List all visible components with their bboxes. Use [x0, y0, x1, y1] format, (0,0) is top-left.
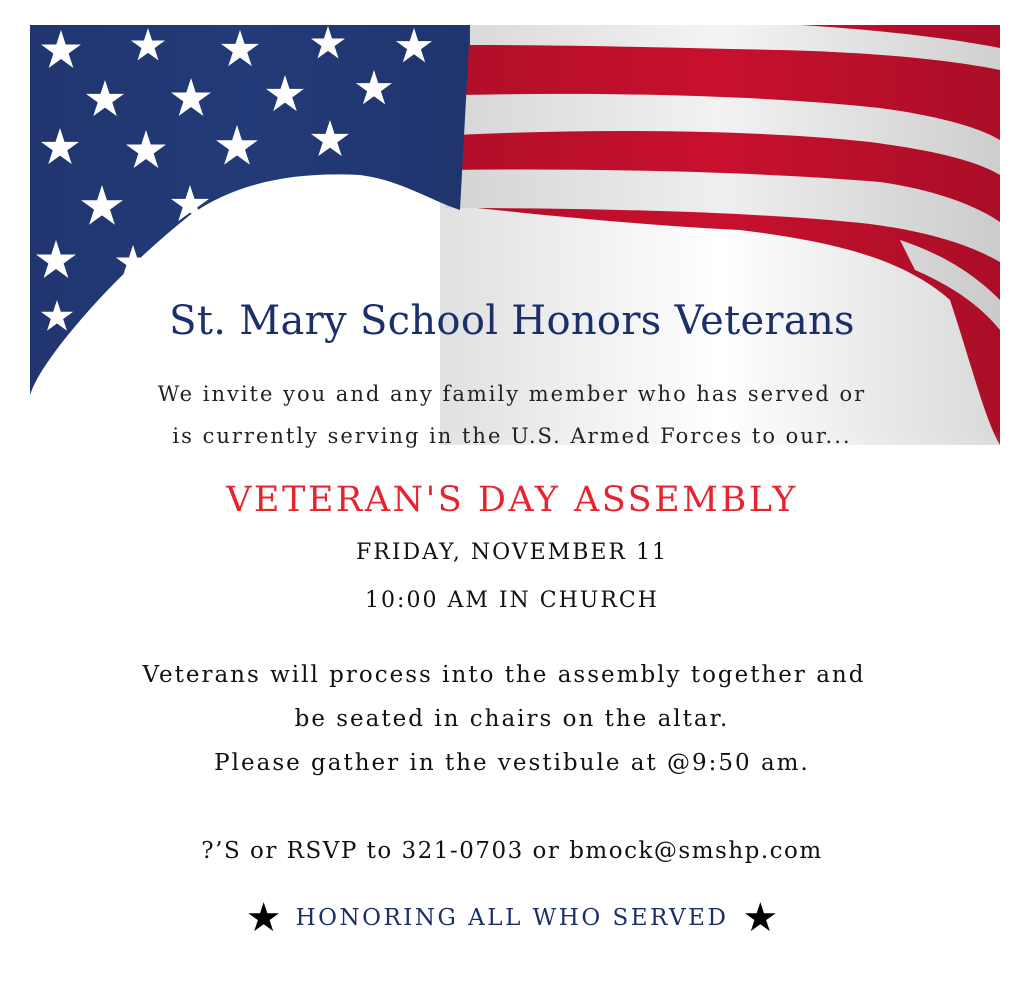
star-icon: ★	[742, 895, 779, 941]
invitation-line-1: We invite you and any family member who has served or	[157, 382, 867, 406]
event-name: VETERAN'S DAY ASSEMBLY	[226, 480, 798, 520]
footer-tagline-row	[0, 895, 1024, 941]
details-line-2: be seated in chairs on the altar.	[294, 706, 730, 732]
details-line-1: Veterans will process into the assembly together and	[142, 662, 866, 688]
details-line-3: Please gather in the vestibule at @9:50 am.	[214, 750, 810, 776]
event-date: FRIDAY, NOVEMBER 11	[356, 540, 668, 565]
event-time-place: 10:00 AM IN CHURCH	[365, 588, 659, 613]
star-icon: ★	[245, 895, 282, 941]
footer-tagline: HONORING ALL WHO SERVED	[295, 905, 729, 931]
page-title: St. Mary School Honors Veterans	[169, 298, 855, 344]
rsvp-contact: ?’S or RSVP to 321-0703 or bmock@smshp.com	[201, 838, 823, 864]
invitation-line-2: is currently serving in the U.S. Armed Forces to our...	[172, 424, 852, 448]
